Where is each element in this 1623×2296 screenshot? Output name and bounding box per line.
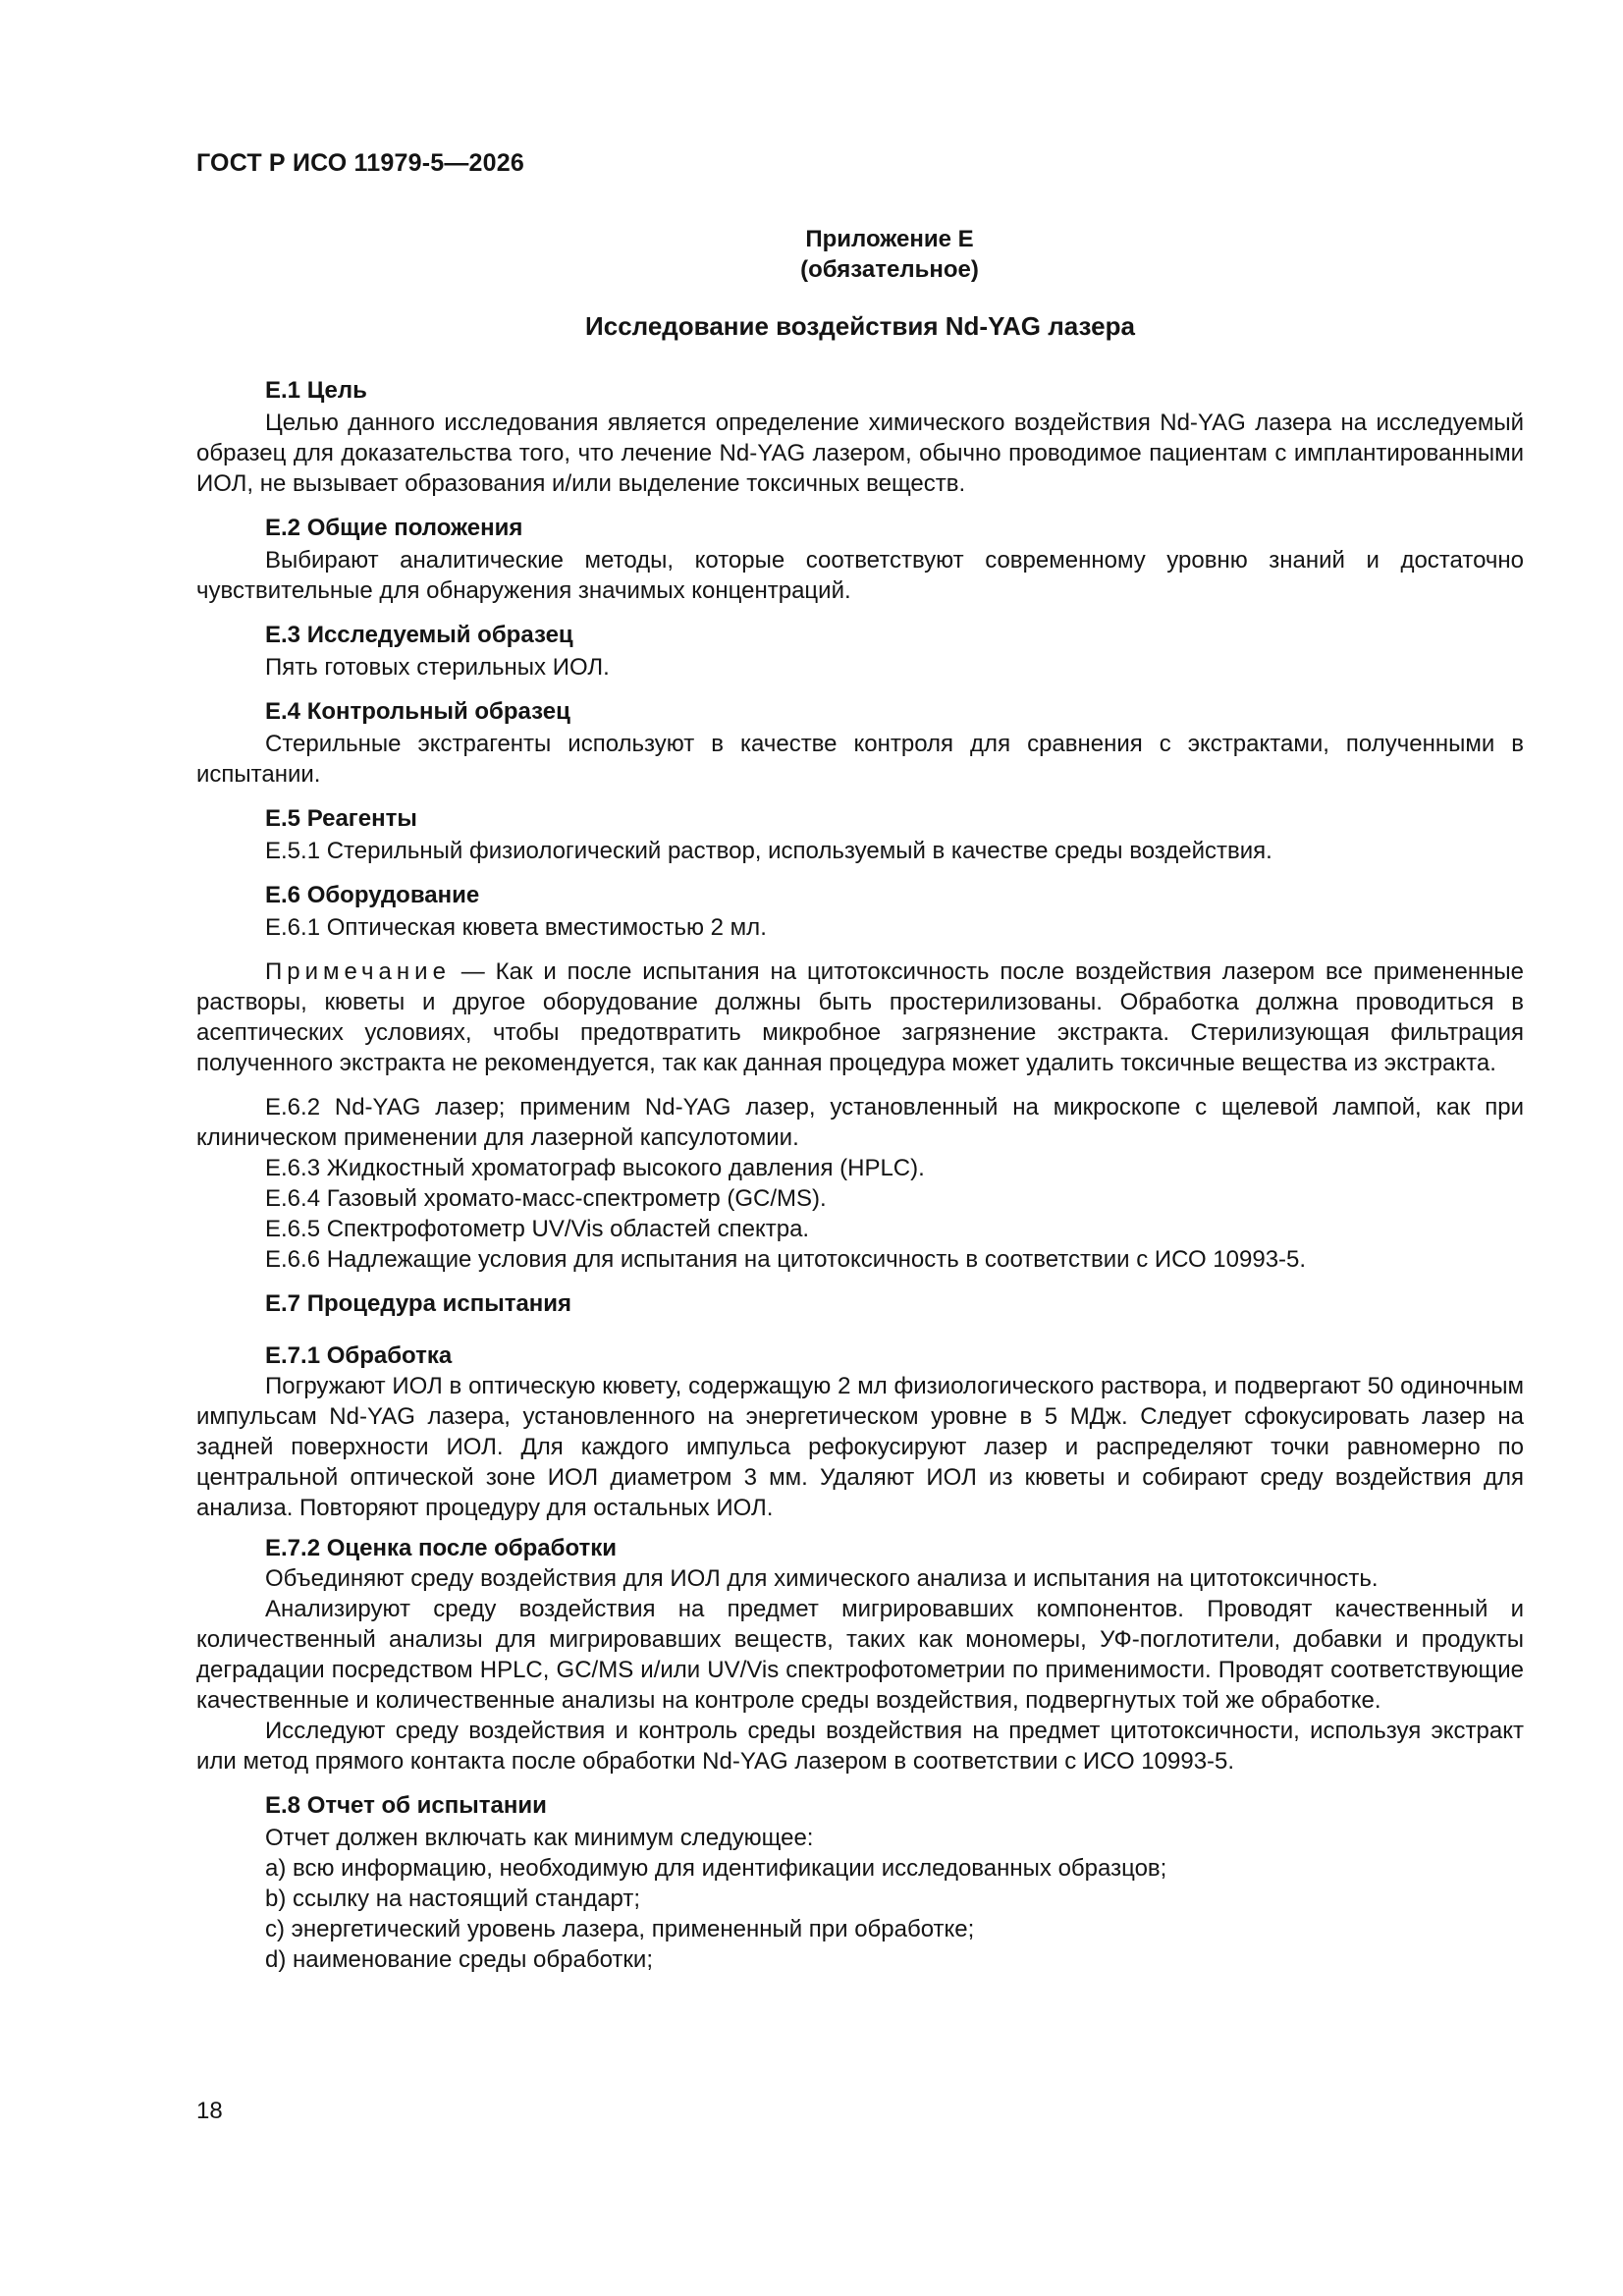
section-text-e2: Выбирают аналитические методы, которые соответствуют современному уровню знаний и достаточно чувствительные для обнаружения значимых концентраций. xyxy=(196,547,1524,604)
equipment-item-e6-3: Е.6.3 Жидкостный хроматограф высокого давления (HPLC). xyxy=(265,1155,925,1181)
section-heading-e3: Е.3 Исследуемый образец xyxy=(265,622,573,648)
equipment-item-e6-5: Е.6.5 Спектрофотометр UV/Vis областей спектра. xyxy=(265,1216,810,1242)
note-paragraph xyxy=(196,957,1524,1078)
section-heading-e1: Е.1 Цель xyxy=(265,377,367,404)
subsection-text-e7-2-p1: Объединяют среду воздействия для ИОЛ для химического анализа и испытания на цитотоксичность. xyxy=(265,1565,1379,1592)
section-heading-e7: Е.7 Процедура испытания xyxy=(265,1290,572,1317)
equipment-item-e6-2: Е.6.2 Nd-YAG лазер; применим Nd-YAG лазер, установленный на микроскопе с щелевой лампой, как при клиническом применении для лазерной капсулотомии. xyxy=(196,1094,1524,1151)
section-heading-e8: Е.8 Отчет об испытании xyxy=(265,1792,547,1819)
standard-id-header: ГОСТ Р ИСО 11979-5—2026 xyxy=(196,149,524,177)
section-text-e1: Целью данного исследования является определение химического воздействия Nd-YAG лазера на исследуемый образец для доказательства того, что лечение Nd-YAG лазером, обычно проводимое пациентам с имплантированными ИОЛ, не вызывает образования и/или выделение токсичных веществ. xyxy=(196,410,1524,497)
report-list-item: d) наименование среды обработки; xyxy=(265,1946,653,1973)
report-list-item: c) энергетический уровень лазера, примененный при обработке; xyxy=(265,1916,975,1942)
subsection-text-e7-2-p2: Анализируют среду воздействия на предмет мигрировавших компонентов. Проводят качественный и количественный анализы для мигрировавших веществ, таких как мономеры, УФ-поглотители, добавки и продукты деградации посредством HPLC, GC/MS и/или UV/Vis спектрофотометрии по применимости. Проводят соответствующие качественные и количественные анализы на контроле среды воздействия, подвергнутых той же обработке. xyxy=(196,1596,1524,1714)
subsection-text-e7-2-p3: Исследуют среду воздействия и контроль среды воздействия на предмет цитотоксичности, используя экстракт или метод прямого контакта после обработки Nd-YAG лазером в соответствии с ИСО 10993-5. xyxy=(196,1718,1524,1775)
note-label: Примечание xyxy=(265,958,451,985)
subsection-heading-e7-1: Е.7.1 Обработка xyxy=(265,1342,453,1369)
section-heading-e5: Е.5 Реагенты xyxy=(265,805,417,832)
equipment-item-e6-6: Е.6.6 Надлежащие условия для испытания на цитотоксичность в соответствии с ИСО 10993-5. xyxy=(265,1246,1307,1273)
annex-status: (обязательное) xyxy=(800,256,979,283)
annex-label: Приложение Е xyxy=(805,226,974,252)
page-number: 18 xyxy=(196,2098,223,2124)
annex-title: Исследование воздействия Nd-YAG лазера xyxy=(585,311,1135,341)
report-list-item: b) ссылку на настоящий стандарт; xyxy=(265,1886,641,1912)
subsection-heading-e7-2: Е.7.2 Оценка после обработки xyxy=(265,1535,618,1561)
equipment-item-e6-4: Е.6.4 Газовый хромато-масс-спектрометр (GC/MS). xyxy=(265,1185,827,1212)
equipment-item-e6-1: Е.6.1 Оптическая кювета вместимостью 2 мл. xyxy=(265,914,767,941)
report-intro: Отчет должен включать как минимум следующее: xyxy=(265,1825,814,1851)
section-text-e3: Пять готовых стерильных ИОЛ. xyxy=(265,654,610,681)
subsection-text-e7-1: Погружают ИОЛ в оптическую кювету, содержащую 2 мл физиологического раствора, и подвергают 50 одиночным импульсам Nd-YAG лазера, установленного на энергетическом уровне в 5 МДж. Следует сфокусировать лазер на задней поверхности ИОЛ. Для каждого импульса рефокусируют лазер и распределяют точки равномерно по центральной оптической зоне ИОЛ диаметром 3 мм. Удаляют ИОЛ из кюветы и собирают среду воздействия для анализа. Повторяют процедуру для остальных ИОЛ. xyxy=(196,1373,1524,1521)
section-heading-e6: Е.6 Оборудование xyxy=(265,882,480,908)
section-text-e4: Стерильные экстрагенты используют в качестве контроля для сравнения с экстрактами, полученными в испытании. xyxy=(196,731,1524,788)
note-text: — Как и после испытания на цитотоксичность после воздействия лазером все примененные растворы, кюветы и другое оборудование должны быть простерилизованы. Обработка должна проводиться в асептических условиях, чтобы предотвратить микробное загрязнение экстракта. Стерилизующая фильтрация полученного экстракта не рекомендуется, так как данная процедура может удалить токсичные вещества из экстракта. xyxy=(196,958,1524,1076)
section-heading-e4: Е.4 Контрольный образец xyxy=(265,698,570,725)
section-text-e5: Е.5.1 Стерильный физиологический раствор, используемый в качестве среды воздействия. xyxy=(265,838,1272,864)
section-heading-e2: Е.2 Общие положения xyxy=(265,515,523,541)
page-body xyxy=(196,224,1524,1975)
report-list-item: a) всю информацию, необходимую для идентификации исследованных образцов; xyxy=(265,1855,1167,1882)
